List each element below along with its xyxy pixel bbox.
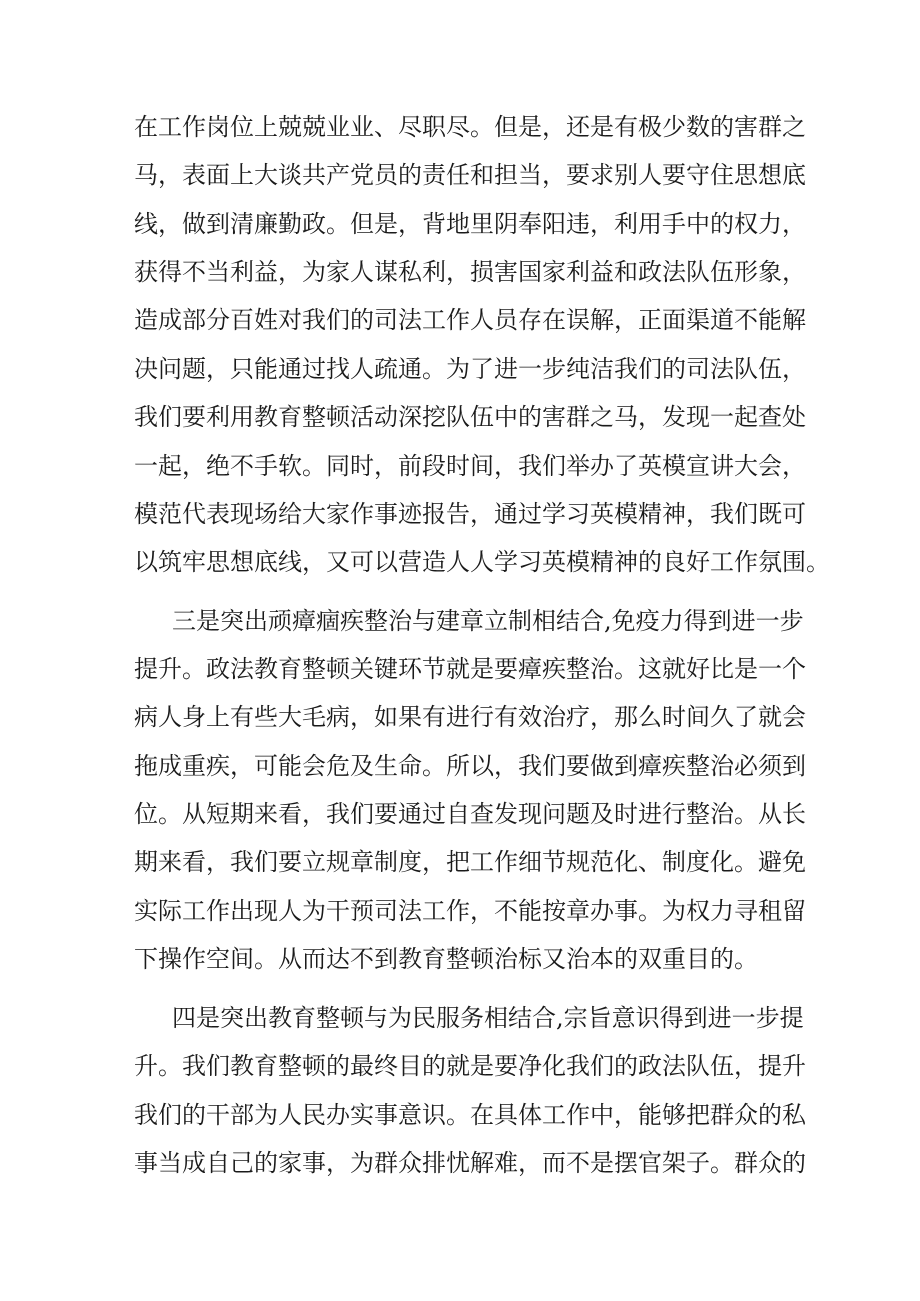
text-line: 我们要利用教育整顿活动深挖队伍中的害群之马，发现一起查处 [134,403,806,431]
text-line: 事当成自己的家事，为群众排忧解难，而不是摆官架子。群众的 [134,1149,806,1177]
text-line: 拖成重疾，可能会危及生命。所以，我们要做到瘴疾整治必须到 [134,752,806,780]
text-line: 期来看，我们要立规章制度，把工作细节规范化、制度化。避免 [134,848,806,876]
text-line: 造成部分百姓对我们的司法工作人员存在误解，正面渠道不能解 [134,306,806,334]
text-line: 在工作岗位上兢兢业业、尽职尽。但是，还是有极少数的害群之 [134,113,806,141]
text-line: 获得不当利益，为家人谋私利，损害国家利益和政法队伍形象， [134,258,806,286]
text-line: 实际工作出现人为干预司法工作，不能按章办事。为权力寻租留 [134,897,806,925]
text-line: 线，做到清廉勤政。但是，背地里阴奉阳违，利用手中的权力， [134,210,806,238]
text-line: 升。我们教育整顿的最终目的就是要净化我们的政法队伍，提升 [134,1052,806,1080]
text-line: 模范代表现场给大家作事迹报告，通过学习英模精神，我们既可 [134,500,806,528]
text-line: 马，表面上大谈共产党员的责任和担当，要求别人要守住思想底 [134,161,806,189]
text-line: 位。从短期来看，我们要通过自查发现问题及时进行整治。从长 [134,800,806,828]
paragraph-heading-3: 三是突出顽瘴痼疾整治与建章立制相结合,免疫力得到进一步 [172,607,804,635]
text-line: 我们的干部为人民办实事意识。在具体工作中，能够把群众的私 [134,1101,806,1129]
text-line: 提升。政法教育整顿关键环节就是要瘴疾整治。这就好比是一个 [134,655,806,683]
text-line: 病人身上有些大毛病，如果有进行有效治疗，那么时间久了就会 [134,703,806,731]
text-line: 决问题，只能通过找人疏通。为了进一步纯洁我们的司法队伍， [134,355,806,383]
paragraph-heading-4: 四是突出教育整顿与为民服务相结合,宗旨意识得到进一步提 [172,1004,804,1032]
text-line: 一起，绝不手软。同时，前段时间，我们举办了英模宣讲大会， [134,452,806,480]
text-line: 以筑牢思想底线，又可以营造人人学习英模精神的良好工作氛围。 [134,548,830,576]
text-line: 下操作空间。从而达不到教育整顿治标又治本的双重目的。 [134,945,758,973]
